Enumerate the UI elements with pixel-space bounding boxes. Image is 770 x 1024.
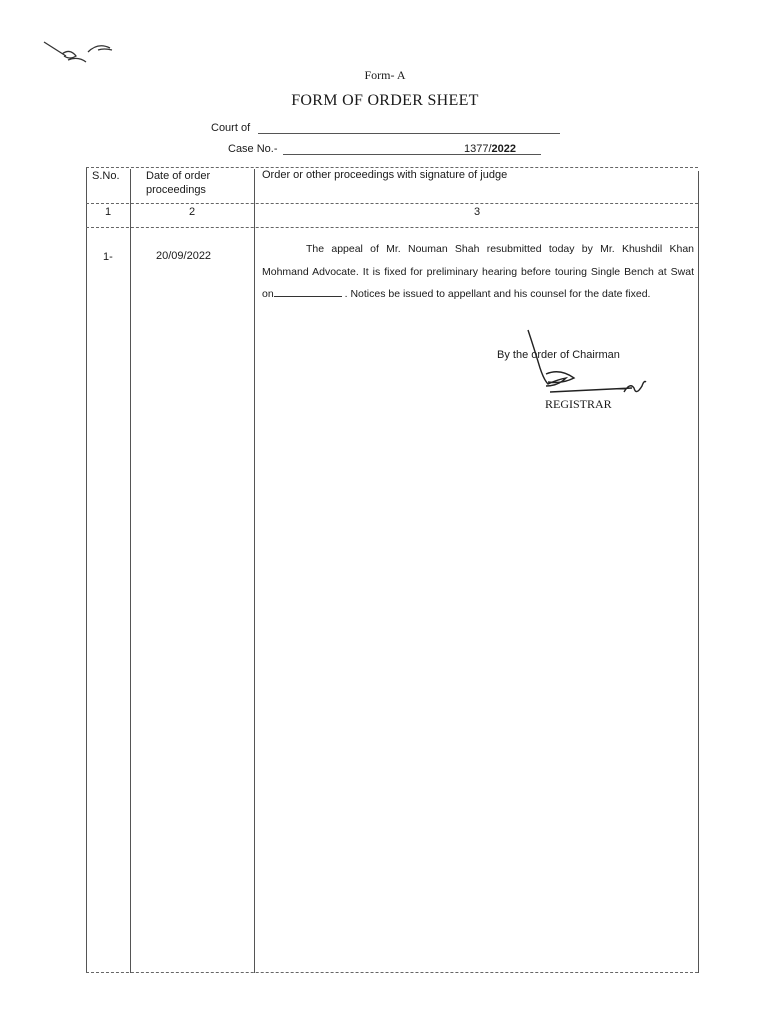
case-number-prefix: 1377/ [464,143,492,155]
case-number [464,143,516,155]
scribble-mark [40,38,120,70]
order-text-part2: . Notices be issued to appellant and his counsel for the date fixed. [344,288,651,300]
registrar-title: REGISTRAR [545,397,612,411]
header-row-divider [86,203,698,204]
column-header-order: Order or other proceedings with signature of judge [262,169,508,181]
date-blank-line [274,287,342,297]
case-number-year: 2022 [491,143,517,155]
table-border-right [698,171,699,973]
order-authority: By the order of Chairman [497,349,620,361]
form-label: Form- A [364,68,406,82]
page-title: FORM OF ORDER SHEET [291,92,479,109]
column-number-2: 2 [189,206,196,218]
column-header-date: Date of order proceedings [146,170,211,196]
column-number-3: 3 [474,206,481,218]
table-border-top [86,167,698,168]
case-label: Case No.- [228,143,278,155]
column-number-1: 1 [105,206,112,218]
order-text-part1: The appeal of Mr. Nouman Shah resubmitted today by Mr. Khushdil Khan Mohmand Advocate. It is fixed for preliminary hearing before touring Single Bench at Swat on [262,243,694,300]
number-row-divider [86,227,698,228]
row-date: 20/09/2022 [156,250,212,262]
column-divider-1 [130,169,131,973]
table-border-bottom [86,972,698,973]
order-text [262,238,694,306]
court-blank-line [258,133,560,134]
column-divider-2 [254,169,255,973]
court-label: Court of [211,122,251,134]
column-header-sno: S.No. [92,170,120,182]
row-sno: 1- [103,251,113,263]
table-border-left [86,167,87,973]
